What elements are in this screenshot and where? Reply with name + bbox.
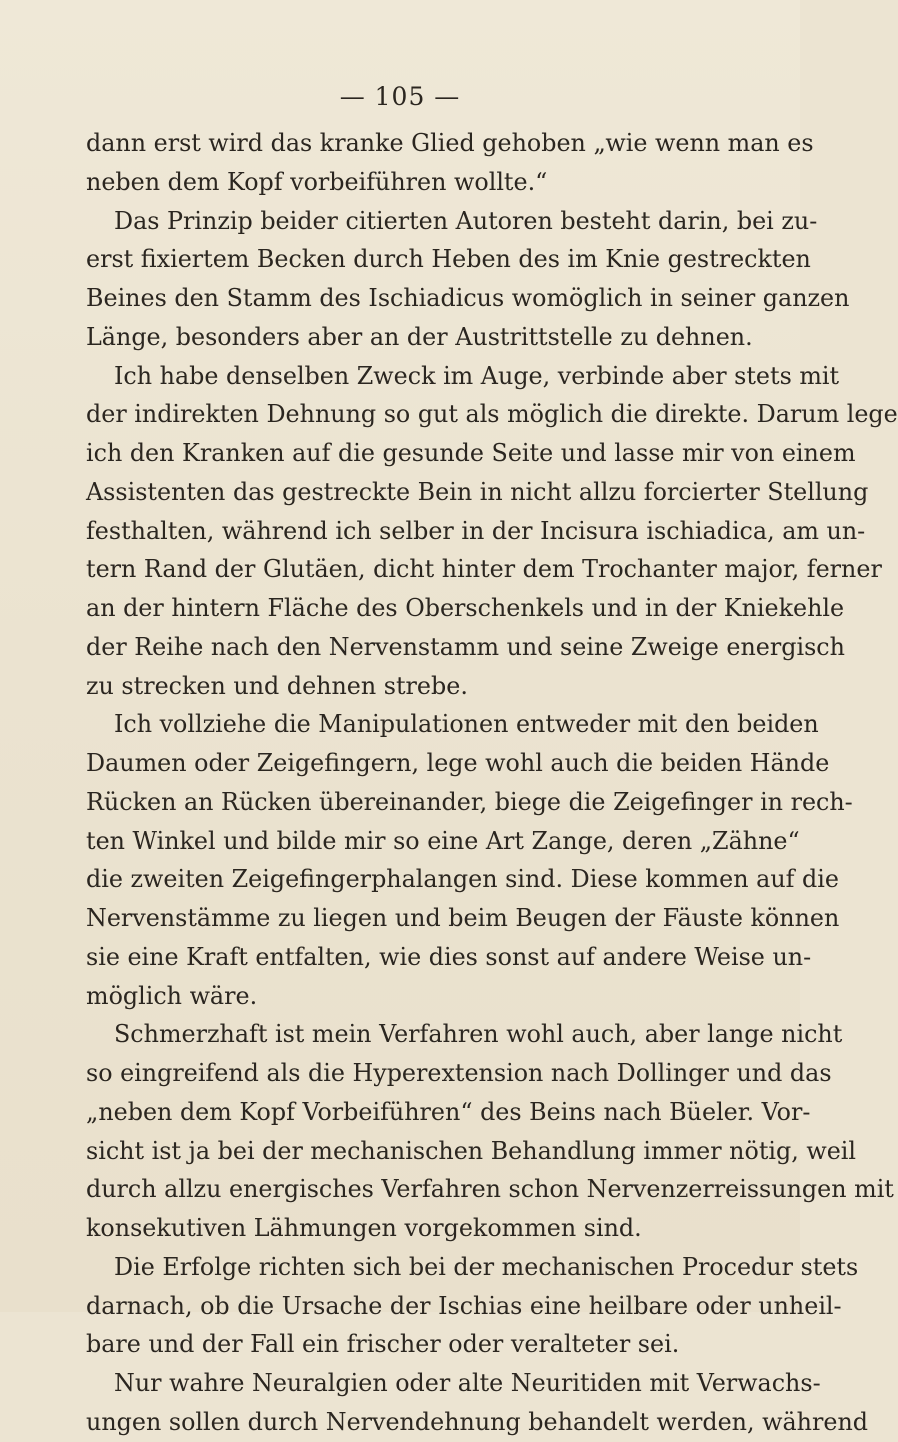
text-line: neben dem Kopf vorbeiführen wollte.“: [86, 167, 548, 196]
text-line: Beines den Stamm des Ischiadicus womöglich in seiner ganzen: [86, 284, 850, 312]
text-line: sicht ist ja bei der mechanischen Behandlung immer nötig, weil: [86, 1136, 857, 1165]
text-line: der indirekten Dehnung so gut als möglich die direkte. Darum lege: [86, 400, 898, 429]
text-line: durch allzu energisches Verfahren schon Nervenzerreissungen mit: [86, 1175, 894, 1204]
paragraph-start-line: Ich vollziehe die Manipulationen entweder mit den beiden: [114, 710, 819, 739]
paragraph-start-line: Ich habe denselben Zweck im Auge, verbinde aber stets mit: [114, 361, 840, 390]
text-line: zu strecken und dehnen strebe.: [86, 671, 468, 700]
text-line: Assistenten das gestreckte Bein in nicht allzu forcierter Stellung: [86, 477, 869, 506]
text-line: ich den Kranken auf die gesunde Seite und lasse mir von einem: [86, 439, 856, 467]
text-line: Daumen oder Zeigefingern, lege wohl auch die beiden Hände: [86, 749, 830, 777]
text-line: ungen sollen durch Nervendehnung behandelt werden, während: [86, 1407, 869, 1436]
body-text: [86, 124, 898, 1442]
paragraph-start-line: Die Erfolge richten sich bei der mechanischen Procedur stets: [114, 1252, 859, 1281]
paragraph-start-line: Nur wahre Neuralgien oder alte Neuritiden mit Verwachs-: [114, 1369, 821, 1397]
text-line: Nervenstämme zu liegen und beim Beugen der Fäuste können: [86, 904, 840, 932]
text-line: so eingreifend als die Hyperextension nach Dollinger und das: [86, 1059, 832, 1087]
page-number: — 105 —: [339, 82, 461, 111]
text-line: erst fixiertem Becken durch Heben des im Knie gestreckten: [86, 245, 811, 274]
text-line: sie eine Kraft entfalten, wie dies sonst auf andere Weise un-: [86, 942, 812, 971]
text-line: an der hintern Fläche des Oberschenkels und in der Kniekehle: [86, 594, 845, 622]
paragraph-start-line: Das Prinzip beider citierten Autoren besteht darin, bei zu-: [114, 206, 818, 235]
text-line: die zweiten Zeigefingerphalangen sind. Diese kommen auf die: [86, 865, 839, 894]
text-line: konsekutiven Lähmungen vorgekommen sind.: [86, 1214, 642, 1242]
text-line: festhalten, während ich selber in der Incisura ischiadica, am un-: [86, 516, 866, 545]
text-line: bare und der Fall ein frischer oder veralteter sei.: [86, 1330, 680, 1359]
paragraph-start-line: Schmerzhaft ist mein Verfahren wohl auch, aber lange nicht: [114, 1020, 843, 1049]
text-line: dann erst wird das kranke Glied gehoben „wie wenn man es: [86, 129, 814, 157]
text-line: der Reihe nach den Nervenstamm und seine Zweige energisch: [86, 632, 845, 661]
text-line: tern Rand der Glutäen, dicht hinter dem Trochanter major, ferner: [86, 555, 882, 584]
text-line: möglich wäre.: [86, 981, 258, 1010]
text-line: Rücken an Rücken übereinander, biege die Zeigefinger in rech-: [86, 787, 853, 816]
text-line: Länge, besonders aber an der Austrittstelle zu dehnen.: [86, 322, 753, 351]
text-line: „neben dem Kopf Vorbeiführen“ des Beins nach Büeler. Vor-: [86, 1097, 811, 1126]
text-line: ten Winkel und bilde mir so eine Art Zange, deren „Zähne“: [86, 826, 800, 855]
text-line: darnach, ob die Ursache der Ischias eine heilbare oder unheil-: [86, 1291, 842, 1320]
